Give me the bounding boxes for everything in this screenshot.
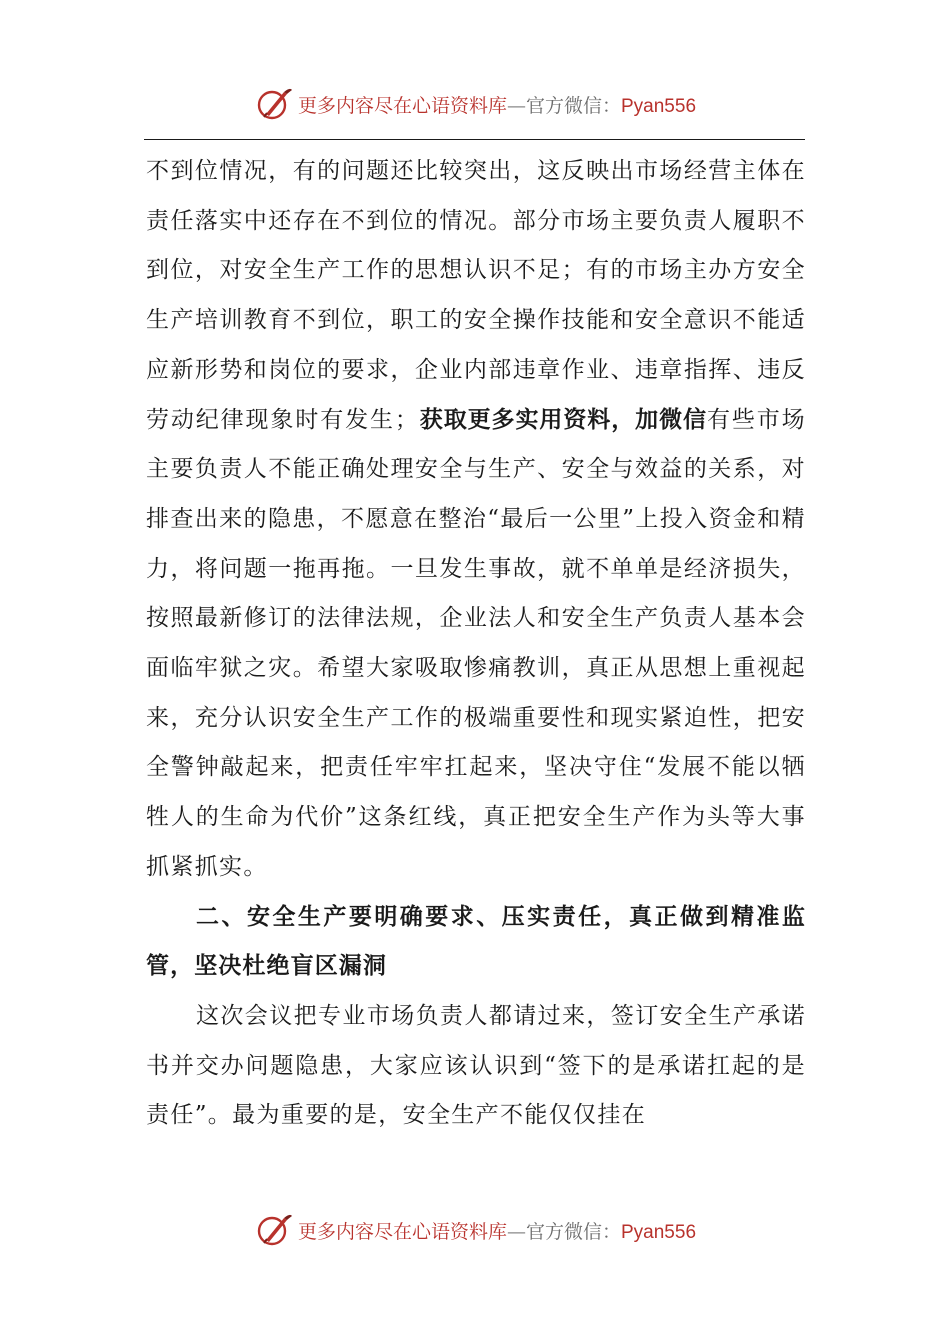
banner-text	[298, 91, 696, 118]
banner-brand: 更多内容尽在心语资料库	[297, 1220, 507, 1243]
banner-dash: —	[506, 1220, 526, 1243]
banner-official-label: 官方微信：	[525, 1220, 621, 1243]
promo-inline-text: 获取更多实用资料，加微信	[419, 406, 707, 433]
banner-wechat-id: Pyan556	[621, 95, 697, 117]
quill-pen-logo-icon	[254, 84, 294, 124]
banner-dash: —	[506, 94, 526, 117]
banner-wechat-id: Pyan556	[621, 1221, 697, 1243]
header-rule	[144, 139, 805, 140]
paragraph-continued	[146, 147, 806, 893]
document-body	[146, 147, 806, 1141]
banner-text	[298, 1217, 696, 1244]
paragraph: 这次会议把专业市场负责人都请过来，签订安全生产承诺书并交办问题隐患，大家应该认识到“签下的是承诺扛起的是责任”。最为重要的是，安全生产不能仅仅挂在	[146, 1002, 806, 1129]
paragraph-text: 不到位情况，有的问题还比较突出，这反映出市场经营主体在责任落实中还存在不到位的情况。部分市场主要负责人履职不到位，对安全生产工作的思想认识不足；有的市场主办方安全生产培训教育不到位，职工的安全操作技能和安全意识不能适应新形势和岗位的要求，企业内部违章作业、违章指挥、违反劳动纪律现象时有发生；	[146, 158, 806, 433]
paragraph-text: 有些市场主要负责人不能正确处理安全与生产、安全与效益的关系，对排查出来的隐患，不愿意在整治“最后一公里”上投入资金和精力，将问题一拖再拖。一旦发生事故，就不单单是经济损失，按照最新修订的法律法规，企业法人和安全生产负责人基本会面临牢狱之灾。希望大家吸取惨痛教训，真正从思想上重视起来，充分认识安全生产工作的极端重要性和现实紧迫性，把安全警钟敲起来，把责任牢牢扛起来，坚决守住“发展不能以牺牲人的生命为代价”这条红线，真正把安全生产作为头等大事抓紧抓实。	[146, 406, 806, 880]
banner-brand: 更多内容尽在心语资料库	[297, 94, 507, 117]
section-heading: 二、安全生产要明确要求、压实责任，真正做到精准监管，坚决杜绝盲区漏洞	[146, 903, 806, 980]
header-banner	[0, 82, 950, 126]
footer-banner	[0, 1208, 950, 1252]
quill-pen-logo-icon	[254, 1210, 294, 1250]
banner-official-label: 官方微信：	[525, 94, 621, 117]
